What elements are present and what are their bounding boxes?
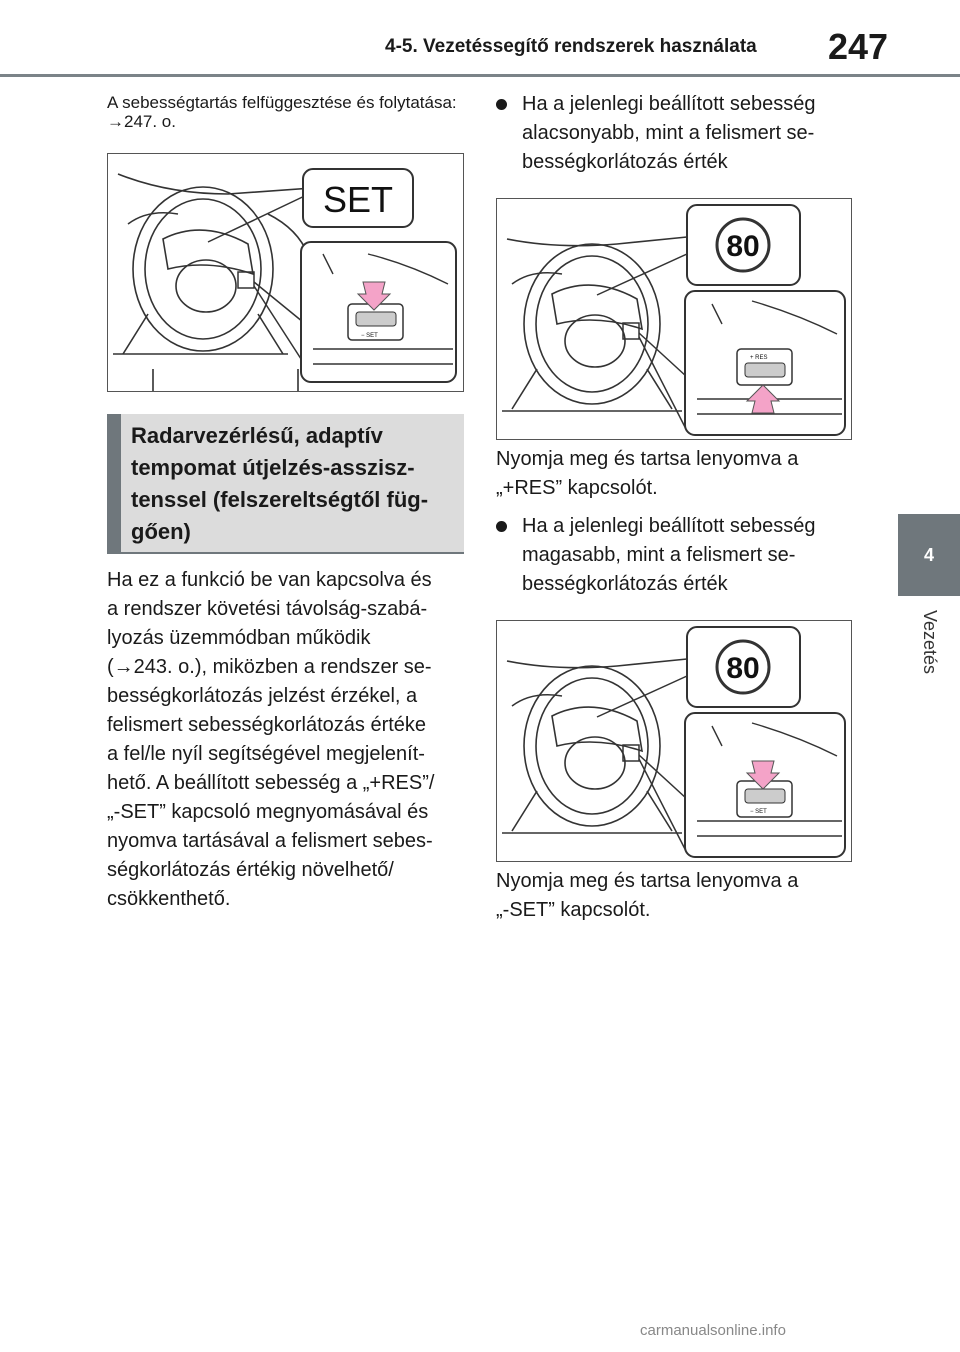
body-paragraph — [107, 566, 467, 914]
switch-minus-label: − SET — [361, 333, 378, 339]
body-line: hető. A beállított sebesség a „+RES”/ — [107, 772, 435, 794]
bullet-line: bességkorlátozás érték — [522, 151, 728, 173]
figure-set-switch-drawing — [108, 154, 463, 391]
body-line: csökkenthető. — [107, 888, 231, 910]
figure-set-switch-2 — [496, 620, 852, 862]
body-line: lyozás üzemmódban működik — [107, 627, 371, 649]
bullet-dot — [496, 99, 507, 110]
speed-sign-value: 80 — [726, 652, 760, 685]
bullet-line: Ha a jelenlegi beállított sebesség — [522, 515, 816, 537]
body-line: Ha ez a funkció be van kapcsolva és — [107, 569, 432, 591]
switch-plus-label: + RES — [750, 355, 768, 361]
chapter-label: Vezetés — [920, 610, 940, 675]
note-text: A sebességtartás felfüggesztése és folytatása: →247. o. — [107, 93, 457, 131]
body-line: a fel/le nyíl segítségével megjelenít- — [107, 743, 425, 765]
watermark: carmanualsonline.info — [640, 1322, 786, 1339]
chapter-tab — [898, 514, 960, 596]
running-header: 4-5. Vezetéssegítő rendszerek használata — [385, 36, 757, 57]
body-line: ségkorlátozás értékig növelhető/ — [107, 859, 394, 881]
section-title: Radarvezérlésű, adaptív tempomat útjelzés-asszisz-tenssel (felszereltségtől füg-gően) — [131, 423, 429, 544]
bullet-text — [522, 512, 816, 599]
bullet-dot — [496, 521, 507, 532]
body-line: „-SET” kapcsoló megnyomásával és — [107, 801, 429, 823]
page-number: 247 — [828, 26, 889, 67]
instruction-line: „-SET” kapcsolót. — [496, 899, 651, 921]
instruction-line: Nyomja meg és tartsa lenyomva a — [496, 448, 799, 470]
set-callout-text: SET — [322, 179, 394, 220]
instruction-line: Nyomja meg és tartsa lenyomva a — [496, 870, 799, 892]
body-line: nyomva tartásával a felismert sebes- — [107, 830, 433, 852]
figure-res-switch — [496, 198, 852, 440]
section-heading-box — [107, 414, 464, 554]
body-line: a rendszer követési távolság-szabá- — [107, 598, 428, 620]
bullet-line: Ha a jelenlegi beállított sebesség — [522, 93, 816, 115]
switch-minus-label: − SET — [750, 809, 767, 815]
bullet-line: alacsonyabb, mint a felismert se- — [522, 122, 815, 144]
instruction-line: „+RES” kapcsolót. — [496, 477, 658, 499]
body-line: felismert sebességkorlátozás értéke — [107, 714, 427, 736]
chapter-number: 4 — [923, 544, 934, 565]
figure-set-switch — [107, 153, 464, 392]
instruction-text — [496, 445, 866, 503]
bullet-item — [496, 90, 866, 180]
figure-set-switch-2-drawing — [497, 621, 851, 861]
header-rule — [0, 74, 960, 77]
bullet-line: magasabb, mint a felismert se- — [522, 544, 796, 566]
bullet-line: bességkorlátozás érték — [522, 573, 728, 595]
speed-sign-value: 80 — [726, 230, 760, 263]
bullet-text — [522, 90, 816, 177]
bullet-item — [496, 512, 866, 602]
body-line: (→243. o.), miközben a rendszer se- — [107, 656, 432, 678]
instruction-text — [496, 867, 866, 925]
body-line: bességkorlátozás jelzést érzékel, a — [107, 685, 418, 707]
figure-res-switch-drawing — [497, 199, 851, 439]
